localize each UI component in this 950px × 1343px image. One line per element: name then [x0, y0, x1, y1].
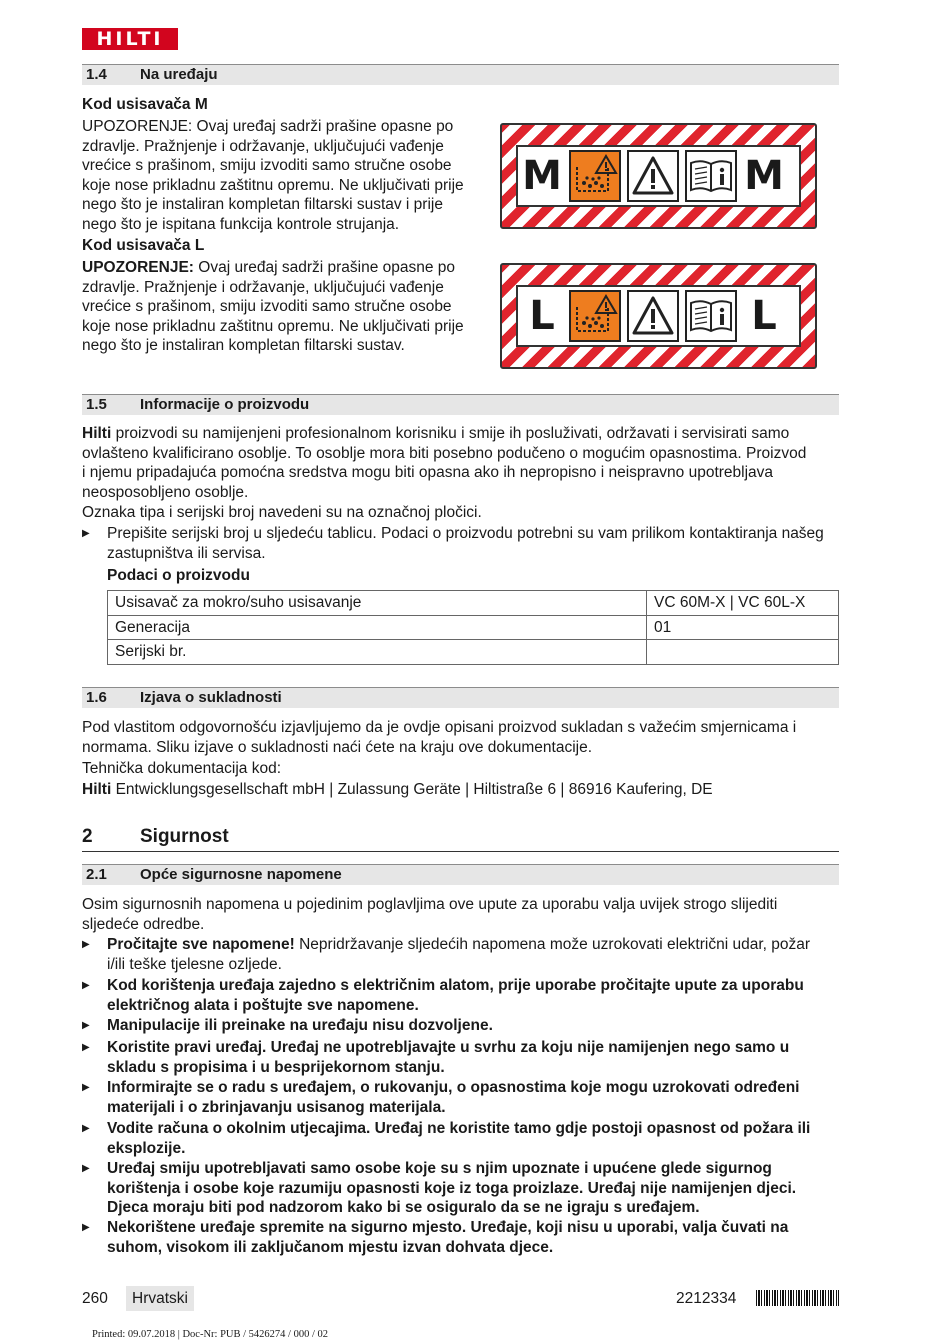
- hilti-logo: HILTI: [82, 28, 178, 50]
- section-1-4-header: [82, 64, 839, 85]
- section-1-6-header: [82, 687, 839, 708]
- class-letter: L: [529, 293, 555, 339]
- bullet-arrow-icon: ▶: [82, 1163, 90, 1174]
- m-warning-text: UPOZORENJE: Ovaj uređaj sadrži prašine opasne po zdravlje. Pražnjenje i održavanje, uključujući vađenje vrećice s prašinom, smiju izvoditi samo stručne osobe koje nose prikladnu zaštitnu opremu. Ne uključivati prije nego što je instaliran kompletan filtarski sustav i prije nego što je ispitana funkcija kontrole strujanja.: [82, 118, 464, 233]
- product-info-paragraph: Hilti proizvodi su namijenjeni profesionalnom korisniku i smije ih posluživati, održavati i servisirati samo ovlašteno kvalificirano osoblje. To osoblje mora biti posebno podučeno o mogućim opasnostima. Proizvod i njemu pripadajuća pomoćna sredstva mogu biti opasna ako ih nepropisno i neispravno upotrebljava neosposobljeno osoblje.: [82, 425, 807, 501]
- m-heading: Kod usisavača M: [82, 96, 208, 113]
- language-badge: Hrvatski: [126, 1286, 194, 1311]
- chapter-title: Sigurnost: [140, 826, 229, 847]
- bullet-arrow-icon: ▶: [82, 1020, 90, 1031]
- class-letter: L: [751, 293, 777, 339]
- table-cell: 01: [647, 615, 839, 640]
- table-cell: Usisavač za mokro/suho usisavanje: [108, 591, 647, 616]
- type-plate-paragraph: Oznaka tipa i serijski broj navedeni su na označnoj pločici.: [82, 504, 482, 521]
- safety-intro-paragraph: Osim sigurnosnih napomena u pojedinim poglavljima ove upute za uporabu valja uvijek strogo slijediti sljedeće odredbe.: [82, 896, 778, 933]
- tech-doc-address: Hilti Entwicklungsgesellschaft mbH | Zulassung Geräte | Hiltistraße 6 | 86916 Kaufering, DE: [82, 781, 713, 798]
- brand-name: Hilti: [82, 781, 112, 798]
- class-letter: M: [744, 153, 784, 199]
- bullet-arrow-icon: ▶: [82, 528, 90, 539]
- l-warning-label: UPOZORENJE:: [82, 259, 194, 276]
- section-title: Izjava o sukladnosti: [140, 689, 282, 706]
- bullet-arrow-icon: ▶: [82, 1042, 90, 1053]
- section-number: 1.5: [86, 396, 107, 413]
- warning-triangle-icon: [627, 290, 679, 342]
- tech-doc-label: Tehnička dokumentacija kod:: [82, 760, 282, 777]
- section-number: 2.1: [86, 866, 107, 883]
- section-title: Na uređaju: [140, 66, 218, 83]
- warning-label-l: [500, 263, 817, 369]
- table-row: [108, 615, 839, 640]
- bullet-arrow-icon: ▶: [82, 1222, 90, 1233]
- print-info: Printed: 09.07.2018 | Doc-Nr: PUB / 5426274 / 000 / 02: [92, 1329, 329, 1340]
- l-heading: Kod usisavača L: [82, 237, 205, 254]
- bullet-arrow-icon: ▶: [82, 939, 90, 950]
- table-row: [108, 591, 839, 616]
- l-warning-text: UPOZORENJE: Ovaj uređaj sadrži prašine opasne po zdravlje. Pražnjenje i održavanje, uključujući vađenje vrećice s prašinom, smiju izvoditi samo stručne osobe koje nose prikladnu zaštitnu opremu. Ne uključivati prije nego što je instaliran kompletan filtarski sustav.: [82, 259, 464, 354]
- bullet-arrow-icon: ▶: [82, 980, 90, 991]
- barcode-icon: [756, 1290, 839, 1306]
- document-number: 2212334: [676, 1290, 737, 1307]
- section-number: 1.4: [86, 66, 107, 83]
- section-title: Opće sigurnosne napomene: [140, 866, 342, 883]
- serial-number-field[interactable]: [647, 640, 839, 665]
- product-data-title: Podaci o proizvodu: [107, 567, 250, 584]
- read-manual-icon: [685, 290, 737, 342]
- warning-triangle-icon: [627, 150, 679, 202]
- table-cell: Serijski br.: [108, 640, 647, 665]
- table-cell: Generacija: [108, 615, 647, 640]
- section-2-1-header: [82, 864, 839, 885]
- warning-label-m: [500, 123, 817, 229]
- chapter-2-header: [82, 826, 839, 852]
- table-cell: VC 60M-X | VC 60L-X: [647, 591, 839, 616]
- bullet-arrow-icon: ▶: [82, 1082, 90, 1093]
- page-number: 260: [82, 1290, 108, 1307]
- table-row: [108, 640, 839, 665]
- section-number: 1.6: [86, 689, 107, 706]
- brand-name: Hilti: [82, 425, 112, 442]
- product-data-table: [107, 590, 839, 665]
- hazardous-dust-icon: [569, 150, 621, 202]
- m-warning-label: UPOZORENJE:: [82, 118, 193, 135]
- conformity-paragraph: Pod vlastitom odgovornošću izjavljujemo da je ovdje opisani proizvod sukladan s važećim smjernicama i normama. Sliku izjave o sukladnosti naći ćete na kraju ove dokumentacije.: [82, 719, 797, 756]
- section-title: Informacije o proizvodu: [140, 396, 310, 413]
- chapter-number: 2: [82, 826, 93, 847]
- class-letter: M: [522, 153, 562, 199]
- section-1-5-header: [82, 394, 839, 415]
- hazardous-dust-icon: [569, 290, 621, 342]
- read-manual-icon: [685, 150, 737, 202]
- bullet-arrow-icon: ▶: [82, 1123, 90, 1134]
